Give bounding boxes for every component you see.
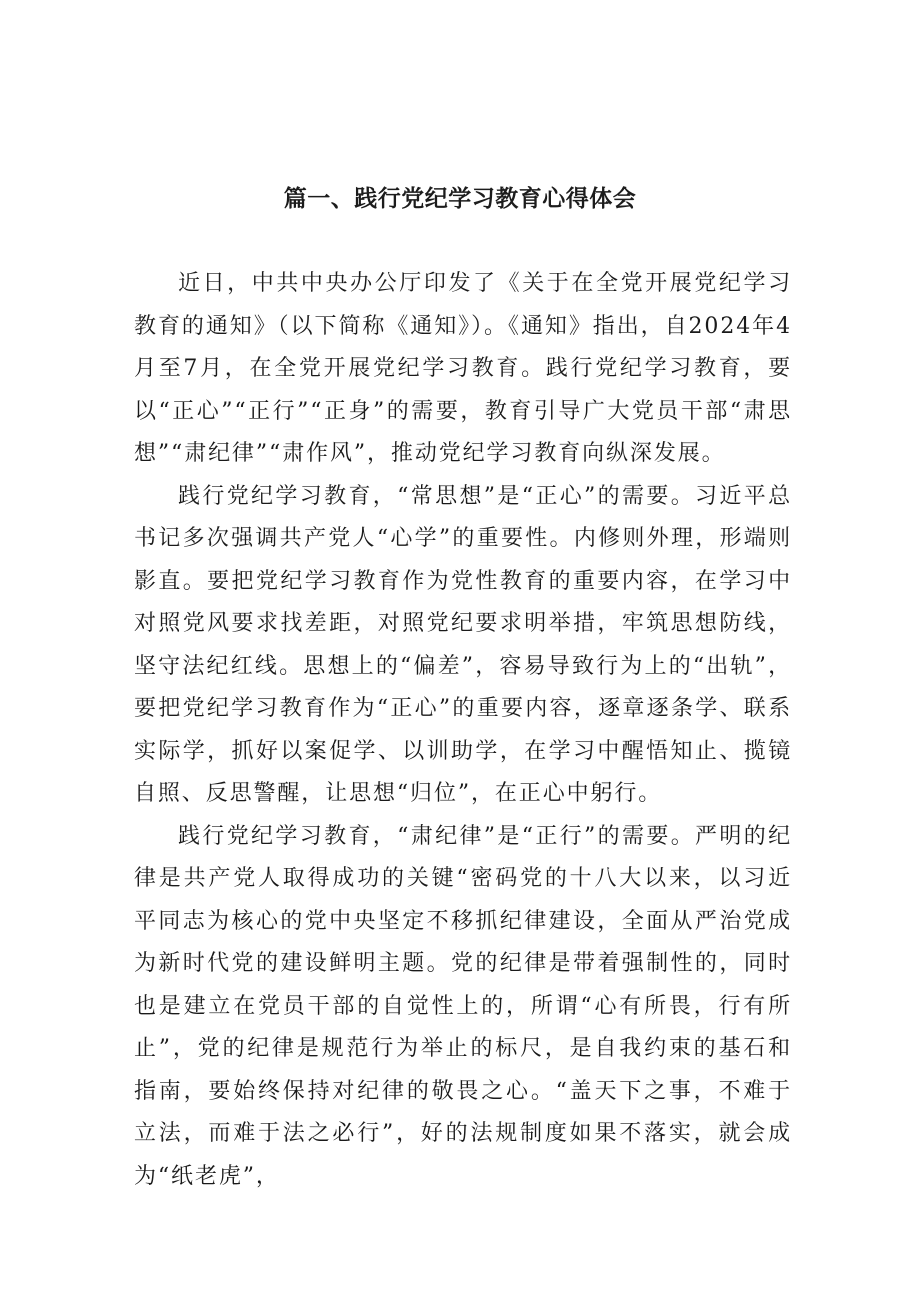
- paragraph-3: 践行党纪学习教育，“肃纪律”是“正行”的需要。严明的纪律是共产党人取得成功的关键“密码党的十八大以来，以习近平同志为核心的党中央坚定不移抓纪律建设，全面从严治党成为新时代党的建设鲜明主题。党的纪律是带着强制性的，同时也是建立在党员干部的自觉性上的，所谓“心有所畏，行有所止”，党的纪律是规范行为举止的标尺，是自我约束的基石和指南，要始终保持对纪律的敬畏之心。“盖天下之事，不难于立法，而难于法之必行”，好的法规制度如果不落实，就会成为“纸老虎”，: [134, 823, 792, 1189]
- document-title: 篇一、践行党纪学习教育心得体会: [283, 186, 637, 213]
- paragraph-2: 践行党纪学习教育，“常思想”是“正心”的需要。习近平总书记多次强调共产党人“心学”的重要性。内修则外理，形端则影直。要把党纪学习教育作为党性教育的重要内容，在学习中对照党风要求找差距，对照党纪要求明举措，牢筑思想防线，坚守法纪红线。思想上的“偏差”，容易导致行为上的“出轨”，要把党纪学习教育作为“正心”的重要内容，逐章逐条学、联系实际学，抓好以案促学、以训助学，在学习中醒悟知止、揽镜自照、反思警醒，让思想“归位”，在正心中躬行。: [134, 483, 792, 806]
- document-body: [134, 263, 792, 1198]
- paragraph-1: 近日，中共中央办公厅印发了《关于在全党开展党纪学习教育的通知》（以下简称《通知》）。《通知》指出，自2024年4月至7月，在全党开展党纪学习教育。践行党纪学习教育，要以“正心”“正行”“正身”的需要，教育引导广大党员干部“肃思想”“肃纪律”“肃作风”，推动党纪学习教育向纵深发展。: [134, 271, 792, 466]
